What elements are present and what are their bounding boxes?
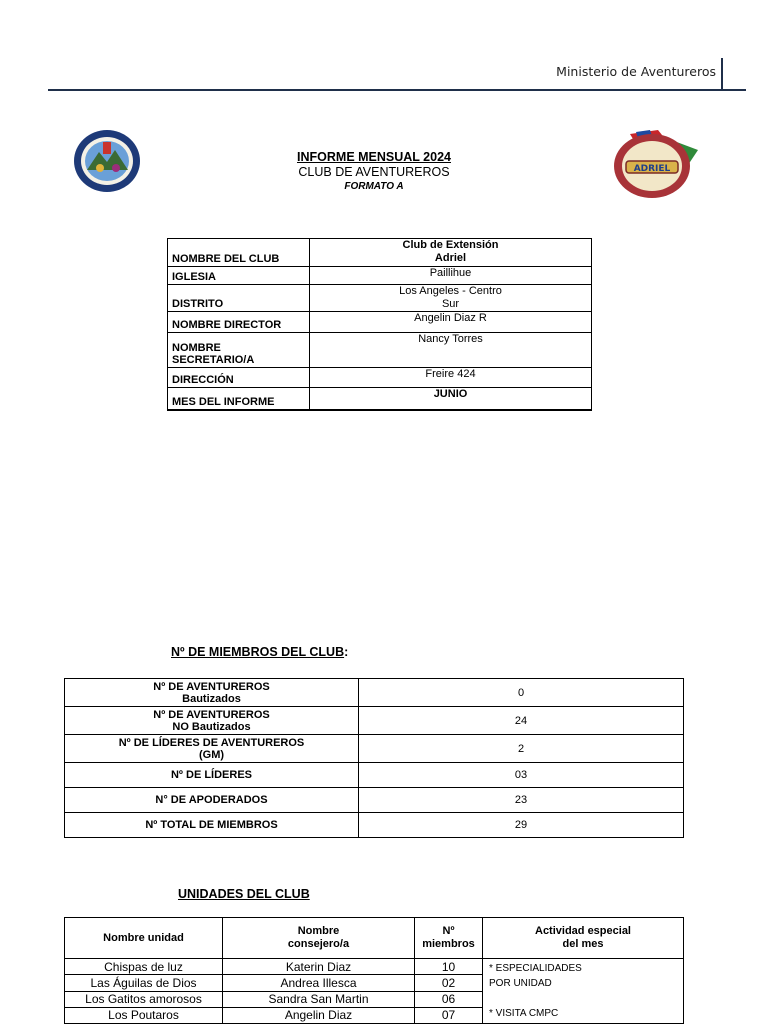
members-label: Nº DE AVENTUREROS Bautizados: [65, 679, 359, 707]
info-row: [168, 388, 592, 410]
units-column-header: Nº miembros: [415, 918, 483, 959]
info-label: NOMBRE DEL CLUB: [168, 239, 310, 267]
unit-name: Los Poutaros: [65, 1007, 223, 1023]
info-row: [168, 333, 592, 368]
members-value: 2: [359, 735, 684, 763]
units-column-header: Actividad especial del mes: [483, 918, 684, 959]
report-subtitle: CLUB DE AVENTUREROS: [298, 165, 450, 179]
header-rule: [48, 89, 746, 91]
info-row: [168, 267, 592, 285]
conference-seal-icon: [72, 128, 142, 194]
info-row: [168, 285, 592, 312]
members-label: Nº TOTAL DE MIEMBROS: [65, 813, 359, 838]
ministry-header: Ministerio de Aventureros: [556, 64, 716, 79]
members-value: 29: [359, 813, 684, 838]
unit-row: [65, 959, 684, 975]
members-label: Nº DE LÍDERES DE AVENTUREROS (GM): [65, 735, 359, 763]
info-value: Nancy Torres: [310, 333, 592, 368]
info-label: NOMBRE SECRETARIO/A: [168, 333, 310, 368]
members-row: [65, 813, 684, 838]
unit-counselor: Angelin Diaz: [223, 1007, 415, 1023]
info-row: [168, 312, 592, 333]
units-column-header: Nombre consejero/a: [223, 918, 415, 959]
units-table: [64, 917, 684, 1024]
club-info-table: [167, 238, 592, 411]
info-label: DISTRITO: [168, 285, 310, 312]
members-value: 03: [359, 763, 684, 788]
unit-members: 06: [415, 991, 483, 1007]
report-title: INFORME MENSUAL 2024: [297, 150, 451, 164]
adriel-club-emblem-icon: [606, 128, 702, 200]
members-label: Nº DE LÍDERES: [65, 763, 359, 788]
members-value: 23: [359, 788, 684, 813]
report-format: FORMATO A: [344, 181, 404, 192]
unit-name: Los Gatitos amorosos: [65, 991, 223, 1007]
members-section-title: Nº DE MIEMBROS DEL CLUB:: [171, 645, 349, 659]
members-table: [64, 678, 684, 838]
info-value: Angelin Diaz R: [310, 312, 592, 333]
members-row: [65, 788, 684, 813]
units-section-title: UNIDADES DEL CLUB: [178, 887, 310, 901]
members-row: [65, 735, 684, 763]
info-row: [168, 239, 592, 267]
info-value: Freire 424: [310, 368, 592, 388]
unit-name: Las Águilas de Dios: [65, 975, 223, 991]
info-label: NOMBRE DIRECTOR: [168, 312, 310, 333]
units-column-header: Nombre unidad: [65, 918, 223, 959]
info-value: Los Angeles - Centro Sur: [310, 285, 592, 312]
unit-special-activity: * ESPECIALIDADES POR UNIDAD * VISITA CMPC: [483, 959, 684, 1024]
unit-members: 02: [415, 975, 483, 991]
info-value: JUNIO: [310, 388, 592, 410]
unit-members: 07: [415, 1007, 483, 1023]
unit-counselor: Sandra San Martin: [223, 991, 415, 1007]
unit-counselor: Andrea Illesca: [223, 975, 415, 991]
info-row: [168, 368, 592, 388]
info-value: Paillihue: [310, 267, 592, 285]
info-label: DIRECCIÓN: [168, 368, 310, 388]
header-vertical-bar: [721, 58, 723, 90]
info-label: MES DEL INFORME: [168, 388, 310, 410]
members-row: [65, 763, 684, 788]
unit-members: 10: [415, 959, 483, 975]
members-label: N° DE APODERADOS: [65, 788, 359, 813]
emblem-text: ADRIEL: [633, 164, 671, 174]
report-title-block: [230, 150, 518, 193]
unit-name: Chispas de luz: [65, 959, 223, 975]
members-value: 0: [359, 679, 684, 707]
members-row: [65, 679, 684, 707]
unit-counselor: Katerin Diaz: [223, 959, 415, 975]
members-row: [65, 707, 684, 735]
info-value: Club de Extensión Adriel: [310, 239, 592, 267]
info-label: IGLESIA: [168, 267, 310, 285]
members-value: 24: [359, 707, 684, 735]
members-label: Nº DE AVENTUREROS NO Bautizados: [65, 707, 359, 735]
